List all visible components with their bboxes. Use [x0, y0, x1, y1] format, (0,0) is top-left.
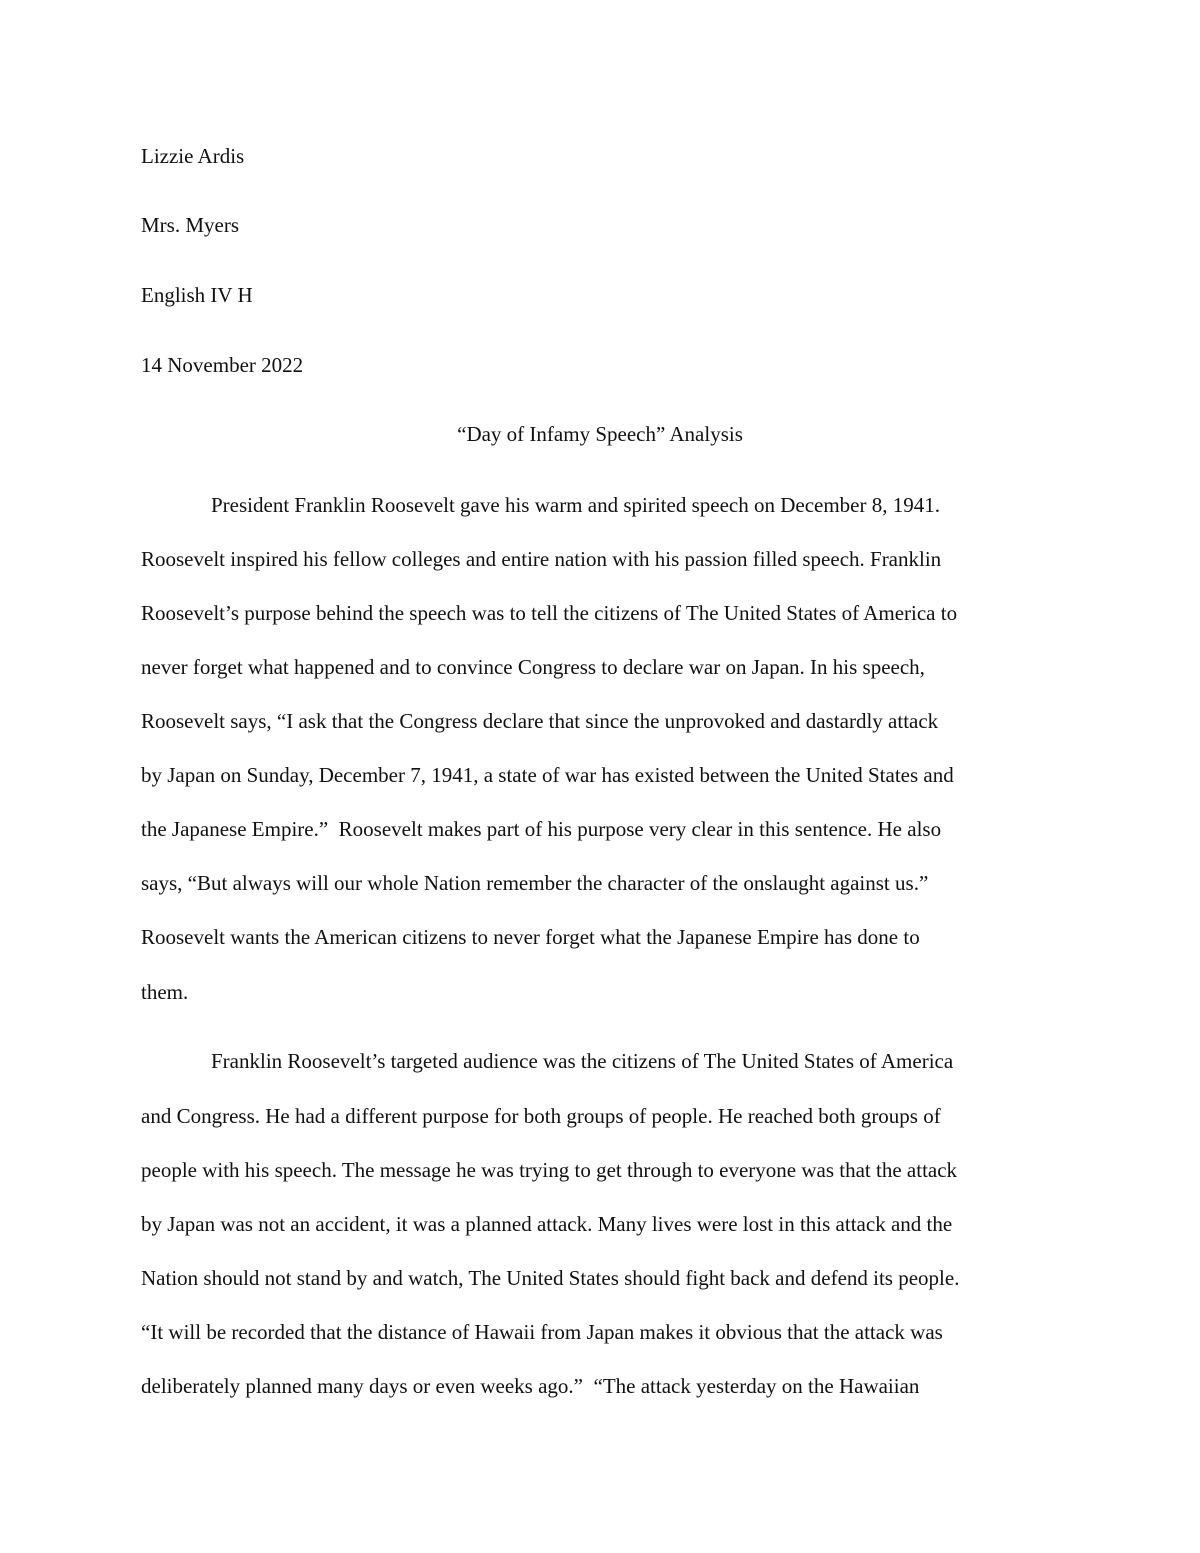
paragraph-line: Roosevelt inspired his fellow colleges and entire nation with his passion filled speech. Franklin — [141, 547, 942, 571]
paragraph-line: deliberately planned many days or even weeks ago.” “The attack yesterday on the Hawaiian — [141, 1374, 920, 1398]
teacher-name: Mrs. Myers — [141, 213, 239, 237]
date: 14 November 2022 — [141, 353, 304, 377]
paragraph-line: President Franklin Roosevelt gave his warm and spirited speech on December 8, 1941. — [211, 493, 940, 517]
paragraph-line: Nation should not stand by and watch, The United States should fight back and defend its people. — [141, 1266, 960, 1290]
paragraph-line: by Japan on Sunday, December 7, 1941, a state of war has existed between the United States and — [141, 763, 954, 787]
essay-title: “Day of Infamy Speech” Analysis — [457, 422, 743, 446]
paragraph-line: people with his speech. The message he was trying to get through to everyone was that the attack — [141, 1158, 958, 1182]
paragraph-line: “It will be recorded that the distance of Hawaii from Japan makes it obvious that the attack was — [141, 1320, 943, 1344]
paragraph-line: Franklin Roosevelt’s targeted audience was the citizens of The United States of America — [211, 1049, 954, 1073]
paragraph-line: them. — [141, 980, 189, 1004]
course-name: English IV H — [141, 283, 253, 307]
paragraph-line: never forget what happened and to convince Congress to declare war on Japan. In his speech, — [141, 655, 925, 679]
paragraph-line: says, “But always will our whole Nation remember the character of the onslaught against us.” — [141, 871, 929, 895]
paragraph-line: Roosevelt says, “I ask that the Congress declare that since the unprovoked and dastardly attack — [141, 709, 939, 733]
paragraph-line: the Japanese Empire.” Roosevelt makes part of his purpose very clear in this sentence. He also — [141, 817, 942, 841]
paragraph-line: by Japan was not an accident, it was a planned attack. Many lives were lost in this attack and the — [141, 1212, 953, 1236]
paragraph-line: and Congress. He had a different purpose for both groups of people. He reached both groups of — [141, 1104, 941, 1128]
author-name: Lizzie Ardis — [141, 144, 245, 168]
paragraph-line: Roosevelt’s purpose behind the speech was to tell the citizens of The United States of America to — [141, 601, 958, 625]
paragraph-line: Roosevelt wants the American citizens to never forget what the Japanese Empire has done to — [141, 925, 920, 949]
